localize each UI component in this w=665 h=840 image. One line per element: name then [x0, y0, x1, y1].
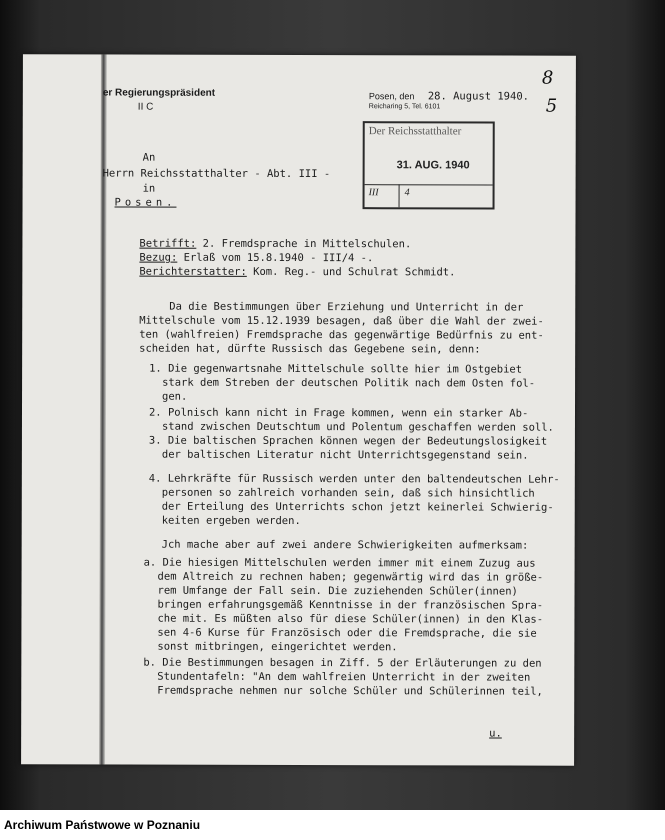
point-4-line: 4. Lehrkräfte für Russisch werden unter den baltendeutschen Lehr- — [148, 472, 560, 486]
intro-line: Da die Bestimmungen über Erziehung und Unterricht in der — [169, 300, 524, 314]
point-1-line: 1. Die gegenwartsnahe Mittelschule sollte hier im Ostgebiet — [149, 362, 523, 376]
point-4-line: personen so zahlreich vorhanden sein, daß sich hinsichtlich — [161, 486, 535, 500]
point-1-line: gen. — [162, 390, 188, 403]
intro-line: ten (wahlfreien) Fremdsprache das gegenwärtige Bedürfnis zu ent- — [139, 328, 544, 342]
recipient-line-1: An — [142, 151, 156, 164]
point-a-line: rem Umfange der Fall sein. Die zuziehenden Schüler(innen) — [157, 584, 518, 598]
point-4-line: der Erteilung des Unterrichts schon jetzt keinerlei Schwierig- — [161, 500, 554, 514]
recipient-line-3: in — [142, 182, 156, 195]
point-a-line: sen 4-6 Kurse für Französisch oder die Fremdsprache, die sie — [157, 626, 537, 640]
betrifft-text: 2. Fremdsprache in Mittelschulen. — [202, 237, 412, 251]
stamp-code-left: III — [368, 187, 379, 199]
point-2-line: stand zwischen Deutschtum und Polentum geschaffen werden soll. — [161, 420, 554, 434]
point-2-line: 2. Polnisch kann nicht in Frage kommen, wenn ein starker Ab- — [148, 406, 529, 420]
point-a-line: che mit. Es müßten also für diese Schüler(innen) in den Klas- — [157, 612, 544, 626]
stamp-cell-divider — [399, 184, 400, 207]
point-b-line: Fremdsprache nehmen nur solche Schüler und Schülerinnen teil, — [157, 684, 543, 698]
recipient-city: Posen. — [114, 196, 177, 209]
receipt-stamp — [363, 121, 495, 209]
point-b-line: Stundentafeln: "An dem wahlfreien Unterricht in der zweiten — [157, 670, 531, 684]
point-1-line: stark dem Streben der deutschen Politik nach dem Osten fol- — [162, 376, 536, 390]
archive-footer — [0, 810, 665, 840]
recipient-line-2: Herrn Reichsstatthalter - Abt. III - — [102, 167, 331, 181]
betrifft-label: Betrifft: — [139, 237, 197, 250]
stamp-date: 31. AUG. 1940 — [396, 159, 470, 172]
bezug-text: Erlaß vom 15.8.1940 - III/4 -. — [183, 251, 374, 265]
office-address: Reicharing 5, Tel. 6101 — [368, 103, 441, 111]
point-a-line: dem Altreich zu rechnen haben; gegenwärtig wird das in größe- — [157, 570, 544, 584]
intro-line: Mittelschule vom 15.12.1939 besagen, daß über die Wahl der zwei- — [139, 314, 544, 328]
continued-marker: u. — [489, 727, 502, 740]
archive-name: Archiwum Państwowe w Poznaniu — [4, 818, 201, 832]
intro-line: scheiden hat, dürfte Russisch das Gegebene sein, denn: — [139, 342, 481, 356]
berichterstatter-text: Kom. Reg.- und Schulrat Schmidt. — [253, 265, 456, 279]
stamp-divider — [365, 184, 493, 185]
point-b-line: b. Die Bestimmungen besagen in Ziff. 5 der Erläuterungen zu den — [143, 656, 542, 670]
handwritten-number-top: 8 — [541, 67, 554, 89]
point-3-line: 3. Die baltischen Sprachen können wegen der Bedeutungslosigkeit — [148, 434, 548, 448]
stamp-title: Der Reichsstatthalter — [368, 125, 462, 138]
letter-date: 28. August 1940. — [427, 90, 529, 103]
point-4-line: keiten ergeben werden. — [161, 514, 301, 528]
page-fold — [99, 54, 107, 764]
berichterstatter-label: Berichterstatter: — [139, 265, 247, 278]
department-code: II C — [137, 101, 154, 113]
office-name: er Regierungspräsident — [102, 87, 216, 99]
stamp-code-right: 4 — [404, 187, 410, 199]
transition-line: Jch mache aber auf zwei andere Schwierigkeiten aufmerksam: — [161, 538, 529, 552]
point-3-line: der baltischen Literatur nicht Unterrichtsgegenstand sein. — [161, 448, 529, 462]
place-date-label: Posen, den — [368, 91, 415, 102]
point-a-line: sonst mitbringen, eingerichtet werden. — [157, 640, 398, 654]
bezug-label: Bezug: — [139, 251, 178, 264]
document-page — [21, 54, 576, 765]
point-a-line: a. Die hiesigen Mittelschulen werden immer mit einem Zuzug aus — [143, 556, 536, 570]
handwritten-number-right: 5 — [545, 95, 558, 117]
point-a-line: bringen erfahrungsgemäß Kenntnisse in der französischen Spra- — [157, 598, 544, 612]
